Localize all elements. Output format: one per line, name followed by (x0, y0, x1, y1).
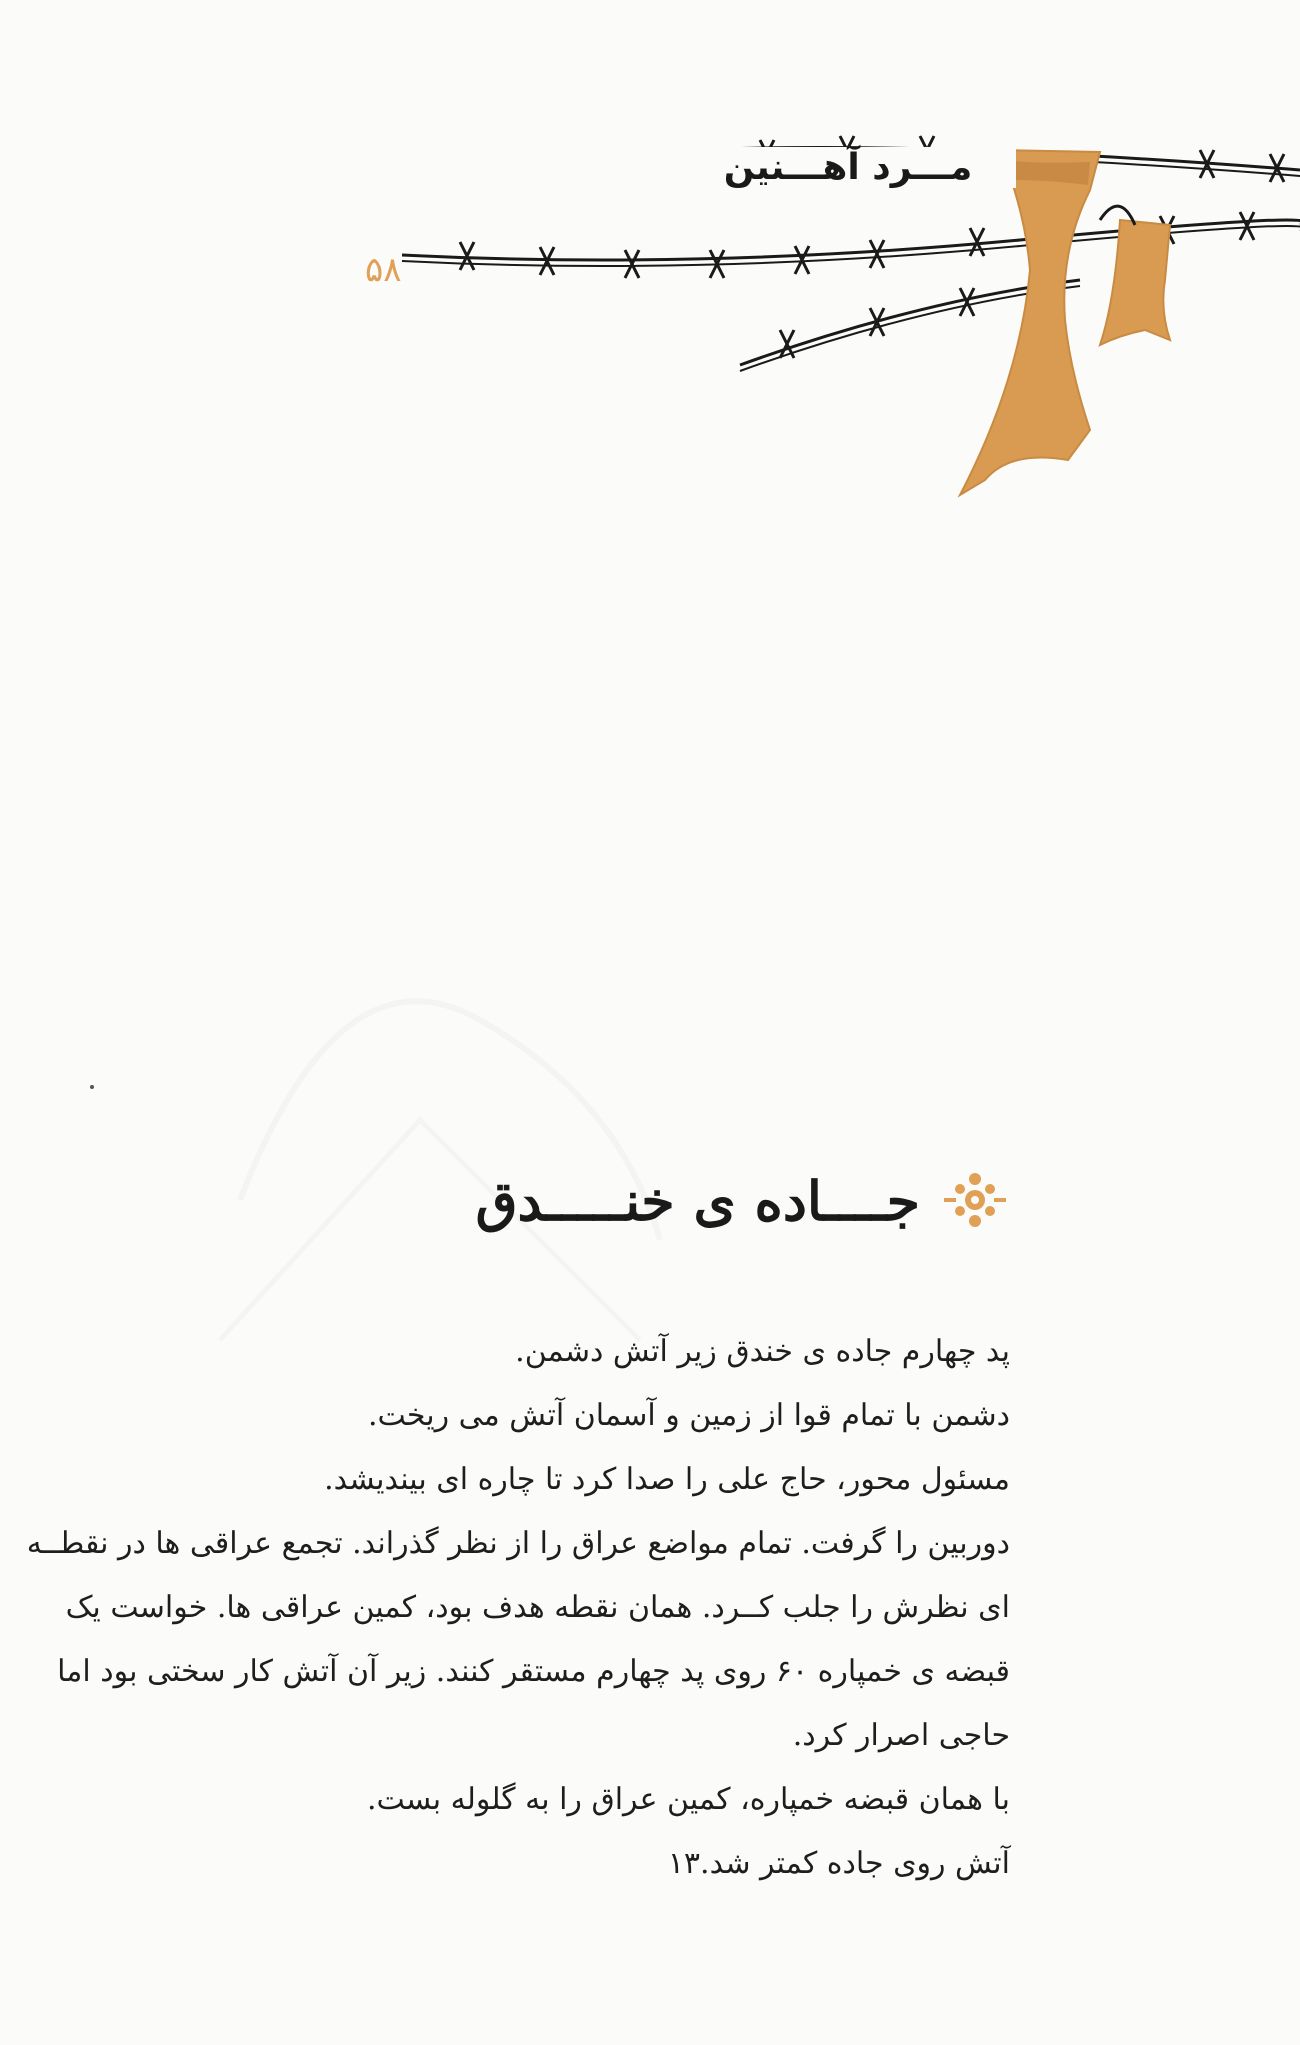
paragraph-1: پد چهارم جاده ی خندق زیر آتش دشمن. (515, 1334, 1010, 1369)
faint-background-illustration (180, 820, 700, 1380)
paragraph-4: دوربین را گرفت. تمام مواضع عراق را از نظر گذراند. تجمع عراقی ها در نقطــه ای نظرش را جلب کــرد. همان نقطه هدف بود، کمین عراقی ها. خواست یک قبضه ی خمپاره ۶۰ روی پد چهارم مستقر کنند. زیر آن آتش کار سختی بود اما حاجی اصرار کرد. (26, 1526, 1010, 1753)
running-title: مـــرد آهـــنین (680, 147, 1016, 188)
print-speck (90, 1085, 94, 1089)
paragraph-6: آتش روی جاده کمتر شد.۱۳ (667, 1846, 1010, 1881)
section-title: جــــاده ی خنـــــدق (475, 1169, 920, 1233)
section-heading (430, 1165, 1010, 1245)
page-number: ۵۸ (365, 250, 402, 290)
paragraph-5: با همان قبضه خمپاره، کمین عراق را به گلوله بست. (367, 1782, 1010, 1817)
paragraph-3: مسئول محور، حاج علی را صدا کرد تا چاره ای بیندیشد. (324, 1462, 1010, 1497)
paragraph-2: دشمن با تمام قوا از زمین و آسمان آتش می ریخت. (367, 1398, 1010, 1433)
body-text (10, 1320, 1070, 1896)
barbed-wire-illustration (400, 130, 1300, 550)
floral-ornament-icon (940, 1165, 1010, 1235)
